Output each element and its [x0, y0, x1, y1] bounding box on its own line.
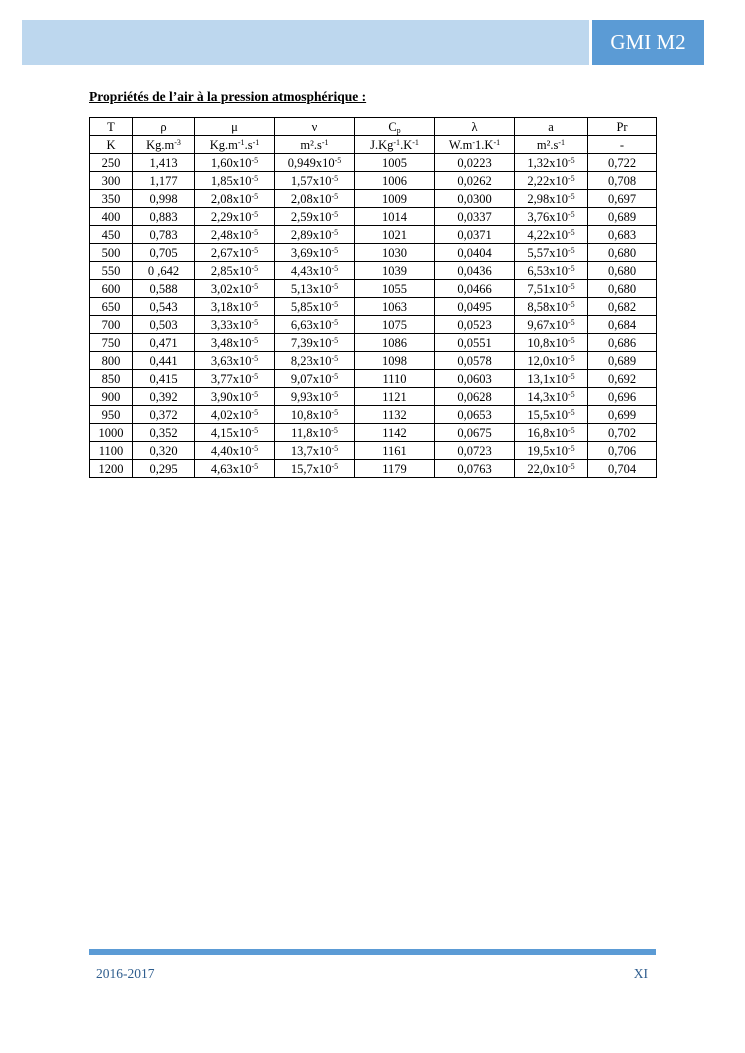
cell-temperature: 500: [90, 244, 133, 262]
cell-prandtl: 0,680: [588, 280, 657, 298]
unit-kinematic-viscosity: $m^2.s^{-1}$: [275, 136, 355, 154]
cell-diffusivity: $10,8x10^{-5}$: [515, 334, 588, 352]
cell-density: 0,295: [133, 460, 195, 478]
cell-temperature: 450: [90, 226, 133, 244]
cell-kinematic-viscosity: $11,8x10^{-5}$: [275, 424, 355, 442]
cell-conductivity: 0,0628: [435, 388, 515, 406]
cell-diffusivity: $13,1x10^{-5}$: [515, 370, 588, 388]
cell-dynamic-viscosity: $1,85x10^{-5}$: [195, 172, 275, 190]
symbol-dynamic-viscosity: μ: [195, 118, 275, 136]
cell-specific-heat: 1110: [355, 370, 435, 388]
cell-prandtl: 0,692: [588, 370, 657, 388]
cell-diffusivity: $2,22x10^{-5}$: [515, 172, 588, 190]
symbol-prandtl: Pr: [588, 118, 657, 136]
cell-specific-heat: 1098: [355, 352, 435, 370]
cell-dynamic-viscosity: $3,77x10^{-5}$: [195, 370, 275, 388]
cell-kinematic-viscosity: $2,59x10^{-5}$: [275, 208, 355, 226]
table-row: [90, 172, 657, 190]
cell-dynamic-viscosity: $3,02x10^{-5}$: [195, 280, 275, 298]
cell-specific-heat: 1014: [355, 208, 435, 226]
cell-conductivity: 0,0603: [435, 370, 515, 388]
footer-year: 2016-2017: [96, 966, 155, 981]
cell-temperature: 600: [90, 280, 133, 298]
cell-kinematic-viscosity: $13,7x10^{-5}$: [275, 442, 355, 460]
cell-kinematic-viscosity: $8,23x10^{-5}$: [275, 352, 355, 370]
table-row: [90, 298, 657, 316]
air-properties-table: [89, 117, 657, 478]
cell-conductivity: 0,0337: [435, 208, 515, 226]
cell-dynamic-viscosity: $2,67x10^{-5}$: [195, 244, 275, 262]
cell-kinematic-viscosity: $15,7x10^{-5}$: [275, 460, 355, 478]
cell-specific-heat: 1055: [355, 280, 435, 298]
cell-prandtl: 0,684: [588, 316, 657, 334]
cell-conductivity: 0,0300: [435, 190, 515, 208]
cell-dynamic-viscosity: $2,48x10^{-5}$: [195, 226, 275, 244]
cell-diffusivity: $22,0x10^{-5}$: [515, 460, 588, 478]
table-row: [90, 244, 657, 262]
cell-conductivity: 0,0523: [435, 316, 515, 334]
unit-density: $Kg.m^{-3}$: [133, 136, 195, 154]
cell-prandtl: 0,708: [588, 172, 657, 190]
table-row: [90, 334, 657, 352]
cell-density: 0 ,642: [133, 262, 195, 280]
cell-temperature: 700: [90, 316, 133, 334]
cell-temperature: 750: [90, 334, 133, 352]
table-row: [90, 388, 657, 406]
cell-temperature: 850: [90, 370, 133, 388]
cell-temperature: 900: [90, 388, 133, 406]
cell-diffusivity: $12,0x10^{-5}$: [515, 352, 588, 370]
cell-kinematic-viscosity: $1,57x10^{-5}$: [275, 172, 355, 190]
cell-conductivity: 0,0723: [435, 442, 515, 460]
symbol-temperature: T: [90, 118, 133, 136]
cell-density: 0,372: [133, 406, 195, 424]
cell-conductivity: 0,0371: [435, 226, 515, 244]
cell-conductivity: 0,0675: [435, 424, 515, 442]
cell-kinematic-viscosity: $4,43x10^{-5}$: [275, 262, 355, 280]
cell-temperature: 1200: [90, 460, 133, 478]
cell-conductivity: 0,0551: [435, 334, 515, 352]
cell-density: 0,588: [133, 280, 195, 298]
cell-specific-heat: 1132: [355, 406, 435, 424]
cell-specific-heat: 1161: [355, 442, 435, 460]
cell-diffusivity: $16,8x10^{-5}$: [515, 424, 588, 442]
cell-dynamic-viscosity: $4,02x10^{-5}$: [195, 406, 275, 424]
cell-density: 1,413: [133, 154, 195, 172]
cell-prandtl: 0,722: [588, 154, 657, 172]
cell-dynamic-viscosity: $2,85x10^{-5}$: [195, 262, 275, 280]
cell-kinematic-viscosity: $3,69x10^{-5}$: [275, 244, 355, 262]
cell-diffusivity: $8,58x10^{-5}$: [515, 298, 588, 316]
cell-specific-heat: 1121: [355, 388, 435, 406]
cell-dynamic-viscosity: $4,15x10^{-5}$: [195, 424, 275, 442]
cell-temperature: 1100: [90, 442, 133, 460]
symbol-conductivity: λ: [435, 118, 515, 136]
cell-prandtl: 0,680: [588, 244, 657, 262]
symbol-diffusivity: a: [515, 118, 588, 136]
cell-temperature: 550: [90, 262, 133, 280]
cell-temperature: 800: [90, 352, 133, 370]
table-row: [90, 208, 657, 226]
unit-dynamic-viscosity: $Kg.m^{-1}.s^{-1}$: [195, 136, 275, 154]
cell-prandtl: 0,696: [588, 388, 657, 406]
cell-density: 1,177: [133, 172, 195, 190]
table-row: [90, 154, 657, 172]
cell-dynamic-viscosity: $3,90x10^{-5}$: [195, 388, 275, 406]
cell-density: 0,392: [133, 388, 195, 406]
cell-dynamic-viscosity: $3,18x10^{-5}$: [195, 298, 275, 316]
cell-diffusivity: $2,98x10^{-5}$: [515, 190, 588, 208]
cell-kinematic-viscosity: $10,8x10^{-5}$: [275, 406, 355, 424]
table-row: [90, 316, 657, 334]
cell-conductivity: 0,0223: [435, 154, 515, 172]
header-row-units: [90, 136, 657, 154]
cell-density: 0,783: [133, 226, 195, 244]
cell-specific-heat: 1142: [355, 424, 435, 442]
footer-rule: [89, 949, 656, 955]
unit-diffusivity: $m^2.s^{-1}$: [515, 136, 588, 154]
cell-prandtl: 0,704: [588, 460, 657, 478]
symbol-kinematic-viscosity: ν: [275, 118, 355, 136]
cell-prandtl: 0,702: [588, 424, 657, 442]
cell-dynamic-viscosity: $3,48x10^{-5}$: [195, 334, 275, 352]
page-title: Propriétés de l’air à la pression atmosphérique :: [89, 89, 367, 104]
unit-temperature: K: [90, 136, 133, 154]
table-row: [90, 424, 657, 442]
cell-dynamic-viscosity: $3,63x10^{-5}$: [195, 352, 275, 370]
cell-conductivity: 0,0495: [435, 298, 515, 316]
cell-conductivity: 0,0653: [435, 406, 515, 424]
cell-conductivity: 0,0466: [435, 280, 515, 298]
cell-specific-heat: 1030: [355, 244, 435, 262]
cell-prandtl: 0,689: [588, 352, 657, 370]
cell-diffusivity: $7,51x10^{-5}$: [515, 280, 588, 298]
cell-specific-heat: 1021: [355, 226, 435, 244]
table-row: [90, 226, 657, 244]
cell-specific-heat: 1179: [355, 460, 435, 478]
cell-temperature: 650: [90, 298, 133, 316]
cell-specific-heat: 1075: [355, 316, 435, 334]
cell-conductivity: 0,0436: [435, 262, 515, 280]
cell-prandtl: 0,683: [588, 226, 657, 244]
cell-kinematic-viscosity: $5,13x10^{-5}$: [275, 280, 355, 298]
cell-kinematic-viscosity: $5,85x10^{-5}$: [275, 298, 355, 316]
table-row: [90, 352, 657, 370]
symbol-density: ρ: [133, 118, 195, 136]
cell-density: 0,543: [133, 298, 195, 316]
cell-dynamic-viscosity: $3,33x10^{-5}$: [195, 316, 275, 334]
cell-kinematic-viscosity: $9,07x10^{-5}$: [275, 370, 355, 388]
cell-dynamic-viscosity: $4,40x10^{-5}$: [195, 442, 275, 460]
cell-temperature: 300: [90, 172, 133, 190]
cell-density: 0,503: [133, 316, 195, 334]
cell-diffusivity: $3,76x10^{-5}$: [515, 208, 588, 226]
symbol-specific-heat: $C_p$: [355, 118, 435, 136]
cell-diffusivity: $14,3x10^{-5}$: [515, 388, 588, 406]
table-row: [90, 460, 657, 478]
cell-specific-heat: 1009: [355, 190, 435, 208]
table-row: [90, 262, 657, 280]
cell-diffusivity: $1,32x10^{-5}$: [515, 154, 588, 172]
cell-prandtl: 0,686: [588, 334, 657, 352]
cell-specific-heat: 1063: [355, 298, 435, 316]
cell-kinematic-viscosity: $9,93x10^{-5}$: [275, 388, 355, 406]
cell-prandtl: 0,706: [588, 442, 657, 460]
table-row: [90, 280, 657, 298]
cell-dynamic-viscosity: $2,29x10^{-5}$: [195, 208, 275, 226]
unit-specific-heat: $J.Kg^{-1}.K^{-1}$: [355, 136, 435, 154]
cell-conductivity: 0,0404: [435, 244, 515, 262]
cell-diffusivity: $5,57x10^{-5}$: [515, 244, 588, 262]
cell-prandtl: 0,689: [588, 208, 657, 226]
cell-density: 0,320: [133, 442, 195, 460]
cell-temperature: 1000: [90, 424, 133, 442]
unit-prandtl: -: [588, 136, 657, 154]
cell-specific-heat: 1086: [355, 334, 435, 352]
table-row: [90, 406, 657, 424]
cell-density: 0,471: [133, 334, 195, 352]
cell-diffusivity: $9,67x10^{-5}$: [515, 316, 588, 334]
cell-conductivity: 0,0763: [435, 460, 515, 478]
table-row: [90, 370, 657, 388]
cell-kinematic-viscosity: $0,949x10^{-5}$: [275, 154, 355, 172]
cell-kinematic-viscosity: $6,63x10^{-5}$: [275, 316, 355, 334]
cell-specific-heat: 1039: [355, 262, 435, 280]
cell-prandtl: 0,680: [588, 262, 657, 280]
cell-dynamic-viscosity: $1,60x10^{-5}$: [195, 154, 275, 172]
cell-prandtl: 0,699: [588, 406, 657, 424]
cell-dynamic-viscosity: $4,63x10^{-5}$: [195, 460, 275, 478]
cell-temperature: 950: [90, 406, 133, 424]
cell-density: 0,705: [133, 244, 195, 262]
cell-kinematic-viscosity: $2,89x10^{-5}$: [275, 226, 355, 244]
cell-temperature: 400: [90, 208, 133, 226]
header-label: GMI M2: [592, 20, 704, 65]
cell-conductivity: 0,0262: [435, 172, 515, 190]
cell-temperature: 350: [90, 190, 133, 208]
unit-conductivity: $W.m^-1.K^{-1}$: [435, 136, 515, 154]
cell-kinematic-viscosity: $7,39x10^{-5}$: [275, 334, 355, 352]
cell-density: 0,998: [133, 190, 195, 208]
table-row: [90, 190, 657, 208]
cell-conductivity: 0,0578: [435, 352, 515, 370]
cell-prandtl: 0,697: [588, 190, 657, 208]
cell-prandtl: 0,682: [588, 298, 657, 316]
cell-density: 0,441: [133, 352, 195, 370]
cell-kinematic-viscosity: $2,08x10^{-5}$: [275, 190, 355, 208]
table-row: [90, 442, 657, 460]
cell-dynamic-viscosity: $2,08x10^{-5}$: [195, 190, 275, 208]
cell-specific-heat: 1005: [355, 154, 435, 172]
cell-diffusivity: $4,22x10^{-5}$: [515, 226, 588, 244]
footer-page-number: XI: [633, 966, 648, 981]
cell-density: 0,352: [133, 424, 195, 442]
cell-temperature: 250: [90, 154, 133, 172]
cell-specific-heat: 1006: [355, 172, 435, 190]
cell-diffusivity: $6,53x10^{-5}$: [515, 262, 588, 280]
cell-density: 0,415: [133, 370, 195, 388]
cell-diffusivity: $15,5x10^{-5}$: [515, 406, 588, 424]
cell-diffusivity: $19,5x10^{-5}$: [515, 442, 588, 460]
header-band: [22, 20, 589, 65]
cell-density: 0,883: [133, 208, 195, 226]
header-row-symbols: [90, 118, 657, 136]
